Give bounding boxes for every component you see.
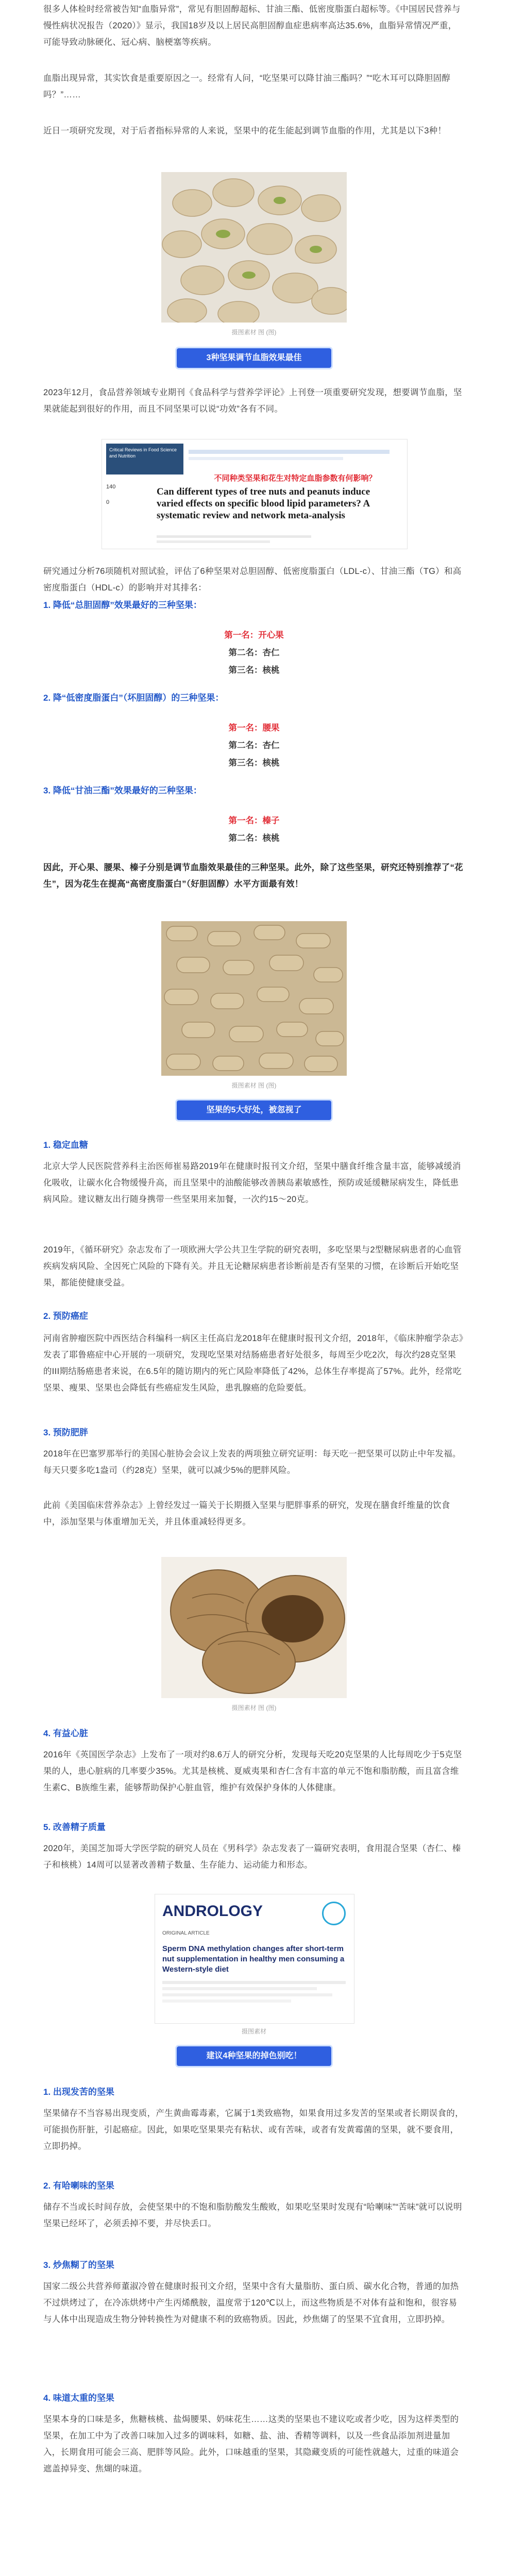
- pistachio-illustration: [161, 172, 347, 323]
- photo4-caption: 摄图素材: [241, 2028, 266, 2035]
- list1-item-2: 第二名：杏仁: [228, 648, 280, 657]
- list1-item-3: 第三名：核桃: [228, 666, 280, 675]
- andrology-title: ANDROLOGY: [162, 1903, 263, 1920]
- benefit2-title: 2. 预防癌症: [43, 1311, 88, 1321]
- paper-en-title: Can different types of tree nuts and peanuts induce varied effects on specific blood lipid parameters? A systematic review and network meta-analysis: [157, 486, 370, 521]
- intro-paragraph-2: 血脂出现异常，其实饮食是重要原因之一。经常有人问，“吃坚果可以降甘油三酯吗？”“吃木耳可以降胆固醇吗？”……: [43, 74, 451, 99]
- paper-red-title: 不同种类坚果和花生对特定血脂参数有何影响？: [214, 474, 377, 483]
- warn4-title: 4. 味道太重的坚果: [43, 2393, 114, 2403]
- intro-paragraph-1: 很多人体检时经常被告知“血脂异常”，常见有胆固醇超标、甘油三酯、低密度脂蛋白超标等。《中国居民营养与慢性病状况报告（2020）》显示，我国18岁及以上居民高胆固醇血症患病率高达35.6%，血脂异常情况严重，可能导致动脉硬化、冠心病、脑梗塞等疾病。: [43, 5, 461, 47]
- walnut-illustration: [161, 1557, 347, 1698]
- photo2-caption: 摄图素材 图 (图): [231, 1082, 277, 1089]
- benefit4-title: 4. 有益心脏: [43, 1728, 88, 1738]
- photo3-caption: 摄图素材 图 (图): [231, 1704, 277, 1711]
- list2-item-3: 第三名：核桃: [228, 758, 280, 768]
- benefit4-paragraph-1: 2016年《英国医学杂志》上发布了一项对约8.6万人的研究分析，发现每天吃20克坚果的人比每周吃少于5克坚果的人，患心脏病的几率要少35%。尤其是核桃、夏威夷果和杏仁含有丰富的单元不饱和脂肪酸，而且富含维生素C、B族维生素，能够帮助保护心脏血管，维护有效保护身体的人体健康。: [43, 1750, 462, 1792]
- warn1-title: 1. 出现发苦的坚果: [43, 2087, 114, 2097]
- conclusion-paragraph: 因此，开心果、腰果、榛子分别是调节血脂效果最佳的三种坚果。此外，除了这些坚果，研究还特别推荐了“花生”，因为花生在提高“高密度脂蛋白”（好胆固醇）水平方面最有效！: [43, 863, 463, 889]
- results-paragraph: 研究通过分析76项随机对照试验，评估了6种坚果对总胆固醇、低密度脂蛋白（LDL-c）、甘油三酯（TG）和高密度脂蛋白（HDL-c）的影响并对其排名：: [43, 567, 462, 592]
- study-paragraph: 2023年12月，食品营养领域专业期刊《食品科学与营养学评论》上刊登一项重要研究发现，想要调节血脂，坚果就能起到很好的作用，而且不同坚果可以说“功效”各有不同。: [43, 388, 462, 414]
- benefit3-title: 3. 预防肥胖: [43, 1428, 88, 1437]
- warn3-paragraph: 国家二级公共营养师董淑冷曾在健康时报刊文介绍，坚果中含有大量脂肪、蛋白质、碳水化合物，普通的加热不过烘烤过了，在冷冻烘烤中产生丙烯酰胺，温度常于120℃以上，而这些物质是不对体有益和饱和，很容易与人体中出现造成生物分钟转换性为对健康不利的致癌物质。因此，炒焦煳了的坚果不宜食用，立即扔掉。: [43, 2282, 459, 2324]
- benefit2-paragraph-1: 河南省肿瘤医院中西医结合科编科一病区主任高启龙2018年在健康时报刊文介绍，2018年，《临床肿瘤学杂志》发表了耶鲁癌症中心开展的一项研究，发现吃坚果对结肠癌患者好处很多，每周至少吃2次，每次约28克坚果的III期结肠癌患者来说，在6.5年的随访期内的死亡风险率降低了42%，总体生存率提高了57%。此外，经常吃坚果、瘦果、坚果也会降低有些癌症发生风险，患乳腺癌的危险要低。: [43, 1334, 464, 1393]
- peanut-illustration: [161, 921, 347, 1076]
- list3-item-2: 第二名：核桃: [228, 834, 280, 843]
- warn2-title: 2. 有哈喇味的坚果: [43, 2181, 114, 2191]
- journal-logo-icon: [322, 1902, 346, 1925]
- list2-heading: 2. 降“低密度脂蛋白”（坏胆固醇）的三种坚果：: [43, 693, 224, 703]
- journal-cover: Critical Reviews in Food Science and Nutrition: [106, 444, 183, 474]
- paper2-title: Sperm DNA methylation changes after short-term nut supplementation in healthy men consuming a Western-style diet: [162, 1944, 345, 1974]
- list2-item-2: 第二名：杏仁: [228, 741, 280, 750]
- section-banner-2: 坚果的5大好处，被忽视了: [177, 1100, 331, 1120]
- peanut-photo: [161, 921, 347, 1076]
- warn1-paragraph: 坚果储存不当容易出现变质，产生黄曲霉毒素，它属于1类致癌物，如果食用过多发苦的坚果或者长期误食的，可能损伤肝脏，引起癌症。因此，如果吃坚果果壳有粘状、或有苦味，或者有发黄霉菌的坚果，就不要食用，立即扔掉。: [43, 2109, 464, 2151]
- benefit3-paragraph-2: 此前《美国临床营养杂志》上曾经发过一篇关于长期摄入坚果与肥胖事系的研究，发现在膳食纤维量的饮食中，添加坚果与体重增加无关，并且体重减轻得更多。: [43, 1501, 450, 1527]
- benefit1-paragraph-2: 2019年，《循环研究》杂志发布了一项欧洲大学公共卫生学院的研究表明，多吃坚果与2型糖尿病患者的心血管疾病发病风险、全因死亡风险的下降有关。并且无论糖尿病患者诊断前是否有坚果的习惯，在诊断后开始吃坚果，都能使健康受益。: [43, 1245, 462, 1287]
- paper-screenshot: [101, 439, 408, 549]
- pistachio-photo: [161, 172, 347, 323]
- benefit1-paragraph-1: 北京大学人民医院营养科主治医师崔易路2019年在健康时报刊文介绍，坚果中膳食纤维含量丰富，能够减缓消化吸收，让碳水化合物缓慢升高，而且坚果中的油酸能够改善胰岛素敏感性，预防或延缓糖尿病发生，降低患病风险。建议糖友出行随身携带一些坚果用来加餐，一次约15～20克。: [43, 1162, 461, 1204]
- list1-heading: 1. 降低“总胆固醇”效果最好的三种坚果：: [43, 600, 202, 610]
- walnut-photo: [161, 1557, 347, 1698]
- list3-heading: 3. 降低“甘油三酯”效果最好的三种坚果：: [43, 786, 202, 795]
- benefit1-title: 1. 稳定血糖: [43, 1140, 88, 1150]
- list2-item-1: 第一名：腰果: [228, 723, 280, 733]
- section-banner-3: 建议4种坚果的掉色别吃！: [177, 2046, 331, 2066]
- photo1-caption: 摄图素材 图 (图): [231, 329, 277, 336]
- warn3-title: 3. 炒焦糊了的坚果: [43, 2260, 114, 2270]
- paper-stat-1: 140: [106, 484, 116, 490]
- warn4-paragraph: 坚果本身的口味是多，焦糖核桃、盐焗腰果、奶味花生……这类的坚果也不建议吃或者少吃，因为这样类型的坚果，在加工中为了改善口味加入过多的调味料，如糖、盐、油、香精等调料，以及一些食品添加剂进量加入，长期食用可能会三高、肥胖等风险。此外，口味越重的坚果，其隐藏变质的可能性就越大，过重的味道会遮盖掉异变、焦煳的味道。: [43, 2415, 459, 2473]
- section-banner-1: 3种坚果调节血脂效果最佳: [177, 348, 331, 368]
- benefit5-title: 5. 改善精子质量: [43, 1822, 106, 1832]
- intro-paragraph-3: 近日一项研究发现，对于后者指标异常的人来说，坚果中的花生能起到调节血脂的作用，尤其是以下3种！: [43, 126, 447, 135]
- paper2-type: ORIGINAL ARTICLE: [162, 1930, 210, 1936]
- list3-item-1: 第一名：榛子: [228, 816, 280, 825]
- andrology-paper-screenshot: [155, 1894, 354, 2024]
- benefit5-paragraph-1: 2020年，美国芝加哥大学医学院的研究人员在《男科学》杂志发表了一篇研究表明，食用混合坚果（杏仁、榛子和核桃）14周可以显著改善精子数量、生存能力、运动能力和形态。: [43, 1844, 461, 1870]
- benefit3-paragraph-1: 2018年在巴塞罗那举行的美国心脏协会会议上发表的两项独立研究证明：每天吃一把坚果可以防止中年发福。每天只要多吃1盎司（约28克）坚果，就可以减少5%的肥胖风险。: [43, 1449, 461, 1475]
- paper-stat-2: 0: [106, 499, 110, 505]
- list1-item-1: 第一名：开心果: [224, 631, 284, 640]
- warn2-paragraph: 储存不当或长时间存放，会使坚果中的不饱和脂肪酸发生酸败，如果吃坚果时发现有“哈喇味”“苦味”就可以说明坚果已经坏了，必须丢掉不要，并尽快丢口。: [43, 2202, 462, 2228]
